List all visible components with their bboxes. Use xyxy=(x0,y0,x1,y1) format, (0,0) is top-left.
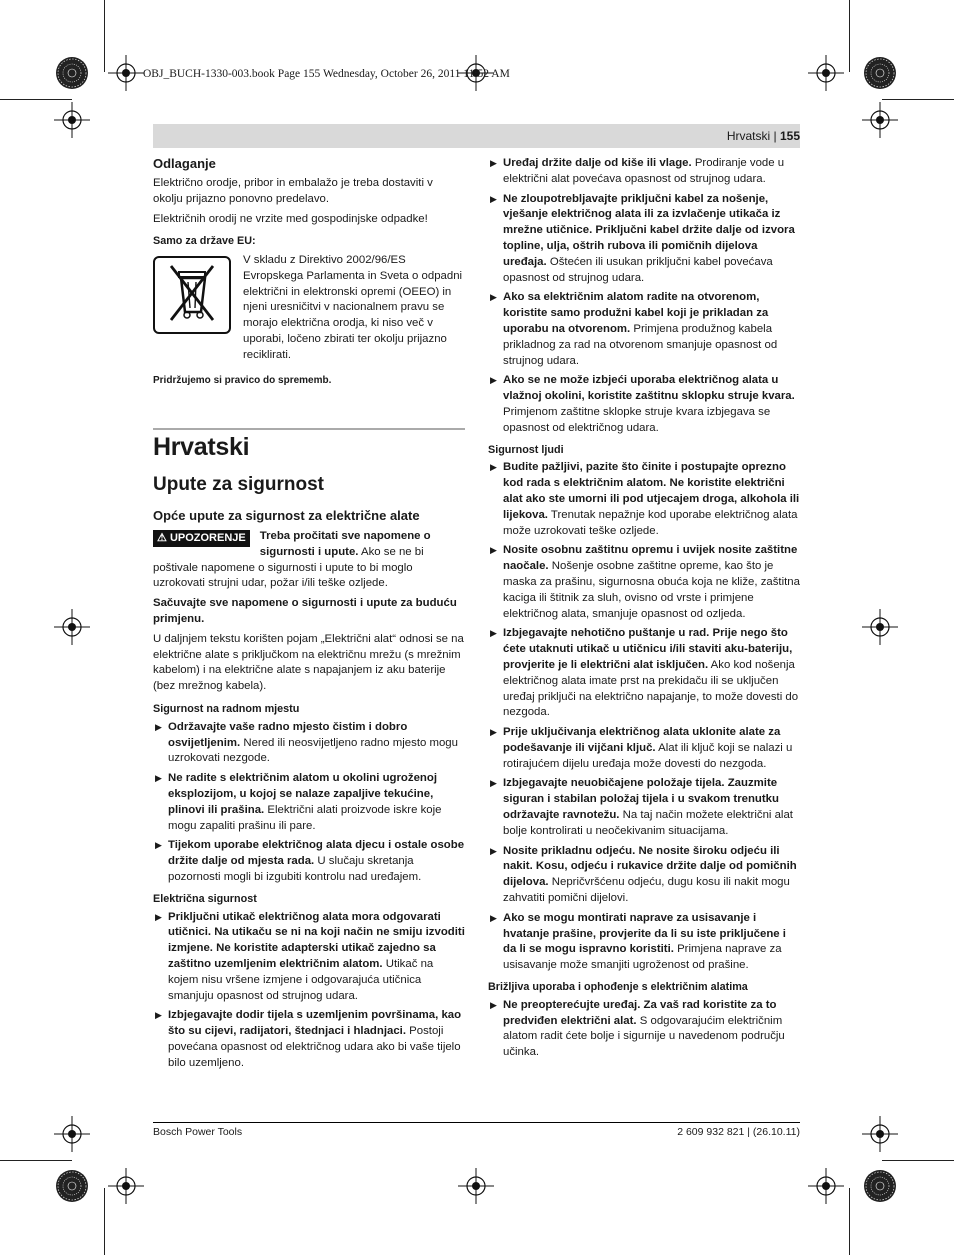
careful-use-title: Brižljiva uporaba i ophođenje s električnim alatima xyxy=(488,981,748,994)
disposal-paragraph: Električnih orodij ne vrzite med gospodinjske odpadke! xyxy=(153,213,428,226)
work-area-title: Sigurnost na radnom mjestu xyxy=(153,702,300,715)
eu-title: Samo za države EU: xyxy=(153,235,256,248)
left-column-lower xyxy=(153,431,465,1072)
footer-right: 2 609 932 821 | (26.10.11) xyxy=(677,1126,800,1138)
warning-badge: ⚠ UPOZORENJE xyxy=(153,530,250,547)
item-text: Nošenje osobne zaštitne opreme, kao što je maska za prašinu, sigurnosna obuća koja ne kliže, zaštitna kaciga ili štitnik za sluh, ovisno od vrste i primjene električnog alata, smanjuje opasnost od ozljeda. xyxy=(503,560,800,620)
bullet-icon: ▶ xyxy=(490,375,497,386)
warning-bold: Treba pročitati sve napomene o sigurnosti i upute. xyxy=(259,530,431,558)
bullet-icon: ▶ xyxy=(490,999,497,1010)
item-bold: Izbjegavajte dodir tijela s uzemljenim površinama, kao što su cijevi, radijatori, štednjaci i hladnjaci. xyxy=(168,1009,462,1038)
bullet-icon: ▶ xyxy=(155,911,162,922)
list-item xyxy=(488,373,800,436)
item-bold: Ne radite s električnim alatom u okolini ugroženoj eksplozijom, u kojoj se nalaze zapaljive tekućine, plinovi ili prašina. xyxy=(168,772,438,816)
header-section: Hrvatski xyxy=(726,129,771,143)
list-item xyxy=(488,290,800,369)
bullet-icon: ▶ xyxy=(155,721,162,732)
item-bold: Uređaj držite dalje od kiše ili vlage. xyxy=(503,157,692,169)
reserve-notice: Pridržujemo si pravico do sprememb. xyxy=(153,374,332,386)
bullet-icon: ▶ xyxy=(490,912,497,923)
disposal-title: Odlaganje xyxy=(153,156,216,171)
general-safety-title: Opće upute za sigurnost za električne alate xyxy=(153,508,420,523)
item-text: Nepričvršćenu odjeću, dugu kosu ili nakit mogu zahvatiti pomični dijelovi. xyxy=(503,876,790,905)
item-bold: Ako se ne može izbjeći uporaba električnog alata u vlažnoj okolini, koristite zaštitnu sklopku struje kvara. xyxy=(503,374,795,403)
warning-triangle-icon: ⚠ xyxy=(157,532,167,544)
bullet-icon: ▶ xyxy=(490,545,497,556)
item-text: Prodiranje vode u električni alat povećava opasnost od strujnog udara. xyxy=(503,157,785,185)
list-item xyxy=(488,192,800,287)
list-item xyxy=(488,156,800,188)
bullet-icon: ▶ xyxy=(490,628,497,639)
bullet-icon: ▶ xyxy=(155,1010,162,1021)
list-item xyxy=(153,910,465,1005)
keep-instructions: Sačuvajte sve napomene o sigurnosti i upute za buduću primjenu. xyxy=(153,597,457,625)
eu-directive-text: V skladu z Direktivo 2002/96/ES Evropskega Parlamenta in Sveta o odpadni električni in elektronski opremi (OEEO) in njeni uresničitvi v nacionalnem pravu se morajo električna orodja, ki niso več v uporabi, ločeno zbirati ter okolju prijazno reciklirati. xyxy=(243,253,463,361)
item-bold: Ako sa električnim alatom radite na otvorenom, koristite samo produžni kabel koji je prikladan za uporabu na otvorenom. xyxy=(503,291,769,335)
item-bold: Tijekom uporabe električnog alata djecu i ostale osobe držite dalje od mjesta rada. xyxy=(168,839,465,868)
bullet-icon: ▶ xyxy=(155,773,162,784)
bullet-icon: ▶ xyxy=(490,845,497,856)
book-info-line: OBJ_BUCH-1330-003.book Page 155 Wednesday, October 26, 2011 11:52 AM xyxy=(143,68,510,80)
item-text: Primjena naprave za usisavanje može smanjiti ugroženost od prašine. xyxy=(503,943,782,972)
bullet-icon: ▶ xyxy=(490,193,497,204)
item-text: Postoji povećana opasnost od električnog udara ako bi vaše tijelo bilo uzemljeno. xyxy=(168,1025,461,1069)
page-header xyxy=(727,129,800,143)
language-title: Hrvatski xyxy=(153,433,250,461)
item-bold: Nosite prikladnu odjeću. Ne nosite široku odjeću ili nakit. Kosu, odjeću i rukavice držite dalje od pomičnih dijelova. xyxy=(503,844,797,889)
bullet-icon: ▶ xyxy=(490,778,497,789)
bullet-icon: ▶ xyxy=(490,292,497,303)
item-text: Ako kod nošenja električnog alata imate prst na prekidaču ili se uključen uređaj priključi na električno napajanje, to može dovesti do nezgoda. xyxy=(503,658,799,719)
disposal-paragraph: Električno orodje, pribor in embalažo je treba dostaviti v okolju prijazno ponovno predelavo. xyxy=(153,176,433,205)
item-bold: Budite pažljivi, pazite što činite i postupajte oprezno kod rada s električnim alatom. Ne koristite električni alat ako ste umorni ili pod utjecajem droga, alkohola ili lijekova. xyxy=(503,461,800,521)
item-bold: Nosite osobnu zaštitnu opremu i uvijek nosite zaštitne naočale. xyxy=(503,544,798,573)
item-bold: Izbjegavajte neuobičajene položaje tijela. Zauzmite siguran i stabilan položaj tijela i u svakom trenutku održavajte ravnotežu. xyxy=(503,777,779,822)
item-bold: Priključni utikač električnog alata mora odgovarati utičnici. Na utikaču se ni na koji način ne smiju izvoditi izmjene. Ne koristite adapterski utikač zajedno sa zaštitno uzemljenim električnim alatom. xyxy=(168,910,465,970)
page-number: 155 xyxy=(779,129,800,143)
item-text: S odgovarajućim električnim alatom radit ćete bolje i sigurnije u navedenom području učinka. xyxy=(503,1014,785,1059)
item-text: Primjena produžnog kabela prikladnog za rad na otvorenom smanjuje opasnost od strujnog udara. xyxy=(503,322,778,367)
bullet-icon: ▶ xyxy=(155,840,162,851)
list-item xyxy=(488,460,800,539)
footer-left: Bosch Power Tools xyxy=(153,1126,243,1138)
warning-rest: Ako se ne bi poštivale napomene o sigurnosti i upute to bi moglo uzrokovati strujni udar, požar i/ili teške ozljede. xyxy=(153,545,424,590)
safety-title: Upute za sigurnost xyxy=(153,474,325,495)
section-rule xyxy=(153,428,465,430)
personal-safety-title: Sigurnost ljudi xyxy=(488,443,564,456)
term-definition: U daljnjem tekstu korišten pojam „Električni alat“ odnosi se na električne alate s priključkom na električnu mrežu (s mrežnim kabelom) i na električne alate s napajanjem iz aku baterije (bez mrežnog kabela). xyxy=(153,632,464,693)
footer-rule xyxy=(153,1122,800,1123)
list-item xyxy=(488,844,800,907)
item-text: Utikač na kojem nisu vršene izmjene i odgovarajuća utičnica smanjuju opasnost od strujnog udara. xyxy=(168,957,434,1002)
item-text: Nered ili neosvijetljeno radno mjesto mogu uzrokovati nezgode. xyxy=(168,736,458,765)
right-column xyxy=(488,156,800,1061)
list-item xyxy=(153,720,465,767)
item-text: Električni alati proizvode iskre koje mogu zapaliti prašinu ili pare. xyxy=(168,803,442,832)
item-text: U slučaju skretanja pozornosti mogli bi izgubiti kontrolu nad uređajem. xyxy=(168,855,422,883)
weee-block xyxy=(153,253,465,364)
warning-block xyxy=(153,529,465,592)
item-text: Alat ili ključ koji se nalazi u rotirajućem dijelu uređaja može dovesti do nezgoda. xyxy=(503,741,793,770)
weee-bin-icon xyxy=(153,256,231,334)
list-item xyxy=(153,838,465,885)
bullet-icon: ▶ xyxy=(490,462,497,473)
list-item xyxy=(488,543,800,622)
item-bold: Ako se mogu montirati naprave za usisavanje i hvatanje prašine, provjerite da li su iste priključene i da li se mogu ispravno koristiti. xyxy=(503,911,786,956)
list-item xyxy=(488,776,800,839)
header-bar xyxy=(153,124,800,148)
bullet-icon: ▶ xyxy=(490,727,497,738)
list-item xyxy=(153,771,465,834)
item-bold: Održavajte vaše radno mjesto čistim i dobro osvijetljenim. xyxy=(168,720,408,749)
item-bold: Izbjegavajte nehotično puštanje u rad. Prije nego što ćete utaknuti utikač u utičnicu i/ili staviti aku-bateriju, provjerite je li električni alat isključen. xyxy=(503,627,793,671)
list-item xyxy=(488,911,800,974)
list-item xyxy=(153,1008,465,1071)
item-bold: Ne preopterećujte uređaj. Za vaš rad koristite za to predviđen električni alat. xyxy=(503,998,777,1027)
bullet-icon: ▶ xyxy=(490,158,497,168)
list-item xyxy=(488,626,800,721)
item-bold: Prije uključivanja električnog alata uklonite alate za podešavanje ili vijčani ključ. xyxy=(503,726,781,754)
list-item xyxy=(488,725,800,772)
electrical-title: Električna sigurnost xyxy=(153,892,257,905)
header-separator: | xyxy=(770,129,780,143)
item-bold: Ne zloupotrebljavajte priključni kabel za nošenje, vješanje električnog alata ili za izvlačenje utikača iz mrežne utičnice. Priključni kabel držite dalje od izvora topline, ulja, oštrih rubova ili pomičnih dijelova uređaja. xyxy=(503,192,795,268)
item-text: Na taj način možete električni alat bolje kontrolirati u neočekivanim situacijama. xyxy=(503,809,793,837)
list-item xyxy=(488,998,800,1061)
left-column xyxy=(153,156,465,388)
item-text: Trenutak nepažnje kod uporabe električnog alata može uzrokovati teške ozljede. xyxy=(503,508,798,537)
item-text: Primjenom zaštitne sklopke struje kvara izbjegava se opasnost od električnog udara. xyxy=(503,405,771,434)
item-text: Oštećen ili usukan priključni kabel povećava opasnost od strujnog udara. xyxy=(503,255,773,284)
